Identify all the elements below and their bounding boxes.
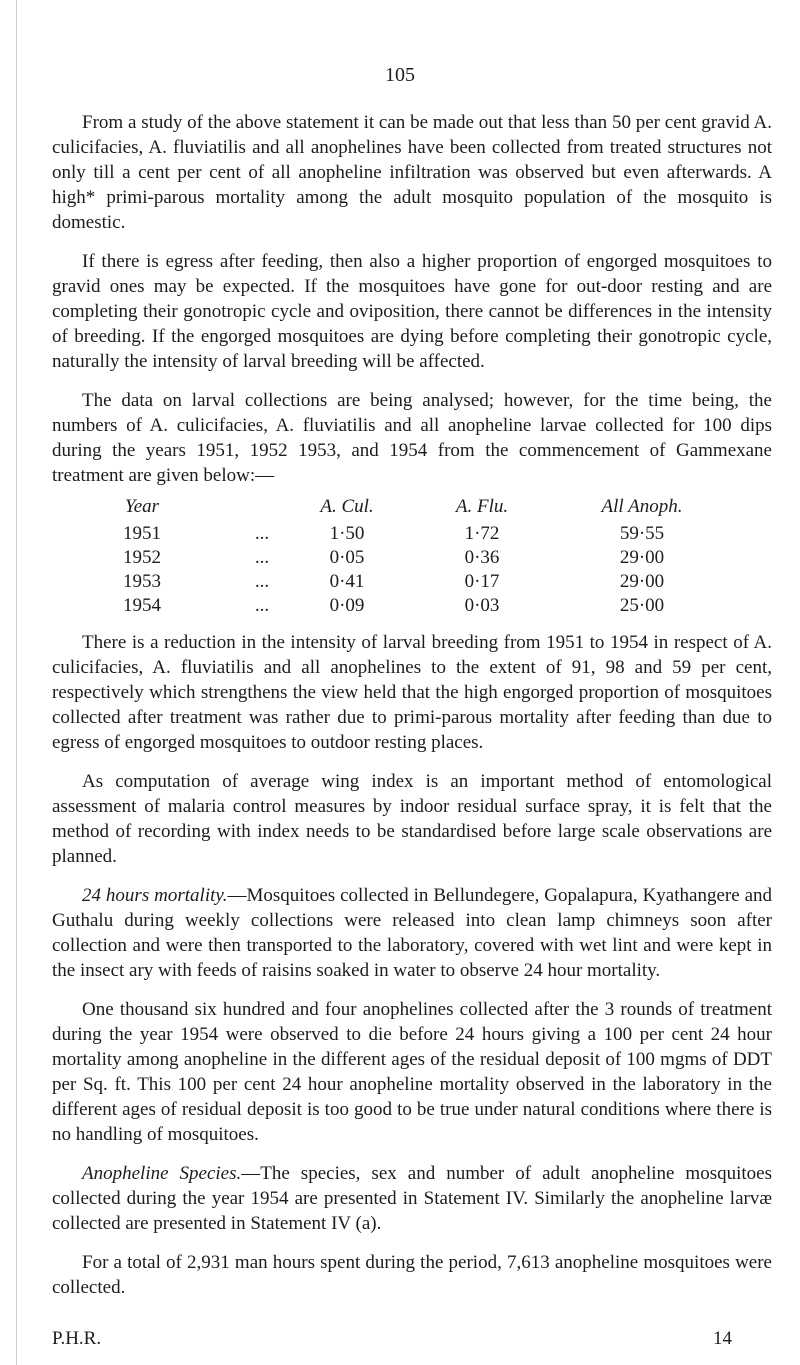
cell-a-cul: 0·09 bbox=[329, 595, 365, 616]
table-header-row bbox=[52, 494, 722, 522]
table-row bbox=[52, 570, 722, 594]
cell-a-flu: 1·72 bbox=[464, 523, 500, 544]
cell-all-anoph: 25·00 bbox=[619, 595, 665, 616]
paragraph: There is a reduction in the intensity of larval breeding from 1951 to 1954 in respect of A. culicifacies, A. fluviatilis and all anophelines to the extent of 91, 98 and 59 per cent, respectively which strengthens the view held that the high engorged proportion of mosquitoes collected after treatment was rather due to primi-parous mortality after feeding than due to egress of engorged mosquitoes to outdoor resting places. bbox=[52, 632, 772, 753]
paragraph-24-hours-mortality bbox=[52, 883, 772, 983]
cell-a-flu: 0·03 bbox=[464, 595, 500, 616]
page-edge-line bbox=[16, 0, 17, 1365]
table-row bbox=[52, 522, 722, 546]
larval-data-table bbox=[52, 494, 722, 618]
paragraph: If there is egress after feeding, then also a higher proportion of engorged mosquitoes to gravid ones may be expected. If the mosquitoes have gone for out-door resting and are completing their gonotropic cycle and oviposition, there cannot be differences in the intensity of breeding. If the engorged mosquitoes are dying before completing their gonotropic cycle, naturally the intensity of larval breeding will be affected. bbox=[52, 251, 772, 372]
cell-all-anoph: 29·00 bbox=[619, 571, 665, 592]
table-row bbox=[52, 546, 722, 570]
paragraph: As computation of average wing index is an important method of entomological assessment of malaria control measures by indoor residual surface spray, it is felt that the method of recording with index needs to be standardised before large scale observations are planned. bbox=[52, 771, 772, 867]
column-header-a-flu: A. Flu. bbox=[455, 496, 509, 517]
column-header-all-anoph: All Anoph. bbox=[601, 496, 683, 517]
cell-year: 1951 bbox=[123, 523, 161, 544]
cell-a-cul: 0·05 bbox=[329, 547, 365, 568]
inline-heading: Anopheline Species. bbox=[82, 1163, 242, 1184]
column-header-a-cul: A. Cul. bbox=[320, 496, 374, 517]
cell-a-flu: 0·36 bbox=[464, 547, 500, 568]
cell-leader: ... bbox=[254, 595, 270, 616]
paragraph: From a study of the above statement it can be made out that less than 50 per cent gravid A. culicifacies, A. fluviatilis and all anophelines have been collected from treated structures not only till a cent per cent of all anopheline infiltration was observed but even afterwards. A high* primi-parous mortality among the adult mosquito population of the mosquito is domestic. bbox=[52, 112, 772, 233]
cell-year: 1952 bbox=[123, 547, 161, 568]
footer-number: 14 bbox=[713, 1328, 732, 1349]
paragraph-anopheline-species bbox=[52, 1161, 772, 1236]
document-body bbox=[52, 110, 772, 1303]
page-number: 105 bbox=[385, 64, 415, 86]
paragraph: For a total of 2,931 man hours spent during the period, 7,613 anopheline mosquitoes were collected. bbox=[52, 1252, 772, 1298]
cell-all-anoph: 59·55 bbox=[619, 523, 665, 544]
cell-leader: ... bbox=[254, 571, 270, 592]
paragraph-text: —Mosquitoes collected in Bellundegere, Gopalapura, Kyathangere and Guthalu during weekly collections were released into clean lamp chimneys soon after collection and were then transported to the laboratory, covered with wet lint and were kept in the insect ary with feeds of raisins soaked in water to observe 24 hour mortality. bbox=[52, 885, 772, 981]
cell-a-flu: 0·17 bbox=[464, 571, 500, 592]
cell-all-anoph: 29·00 bbox=[619, 547, 665, 568]
column-header-year: Year bbox=[124, 496, 160, 517]
inline-heading: 24 hours mortality. bbox=[82, 885, 228, 906]
cell-leader: ... bbox=[254, 547, 270, 568]
cell-year: 1954 bbox=[123, 595, 161, 616]
cell-leader: ... bbox=[254, 523, 270, 544]
paragraph-text: —The species, sex and number of adult anopheline mosquitoes collected during the year 1954 are presented in Statement IV. Similarly the anopheline larvæ collected are presented in Statement IV (a). bbox=[52, 1163, 772, 1234]
cell-a-cul: 1·50 bbox=[329, 523, 365, 544]
cell-a-cul: 0·41 bbox=[329, 571, 365, 592]
cell-year: 1953 bbox=[123, 571, 161, 592]
footer-code: P.H.R. bbox=[52, 1328, 102, 1349]
paragraph: One thousand six hundred and four anophelines collected after the 3 rounds of treatment during the year 1954 were observed to die before 24 hours giving a 100 per cent 24 hour mortality among anopheline in the different ages of the residual deposit of 100 mgms of DDT per Sq. ft. This 100 per cent 24 hour anopheline mortality observed in the laboratory in the different ages of residual deposit is too good to be true under natural conditions where there is no handling of mosquitoes. bbox=[52, 999, 772, 1145]
paragraph: The data on larval collections are being analysed; however, for the time being, the numbers of A. culicifacies, A. fluviatilis and all anopheline larvae collected for 100 dips during the years 1951, 1952 1953, and 1954 from the commencement of Gammexane treatment are given below:— bbox=[52, 390, 772, 486]
table-row bbox=[52, 594, 722, 618]
